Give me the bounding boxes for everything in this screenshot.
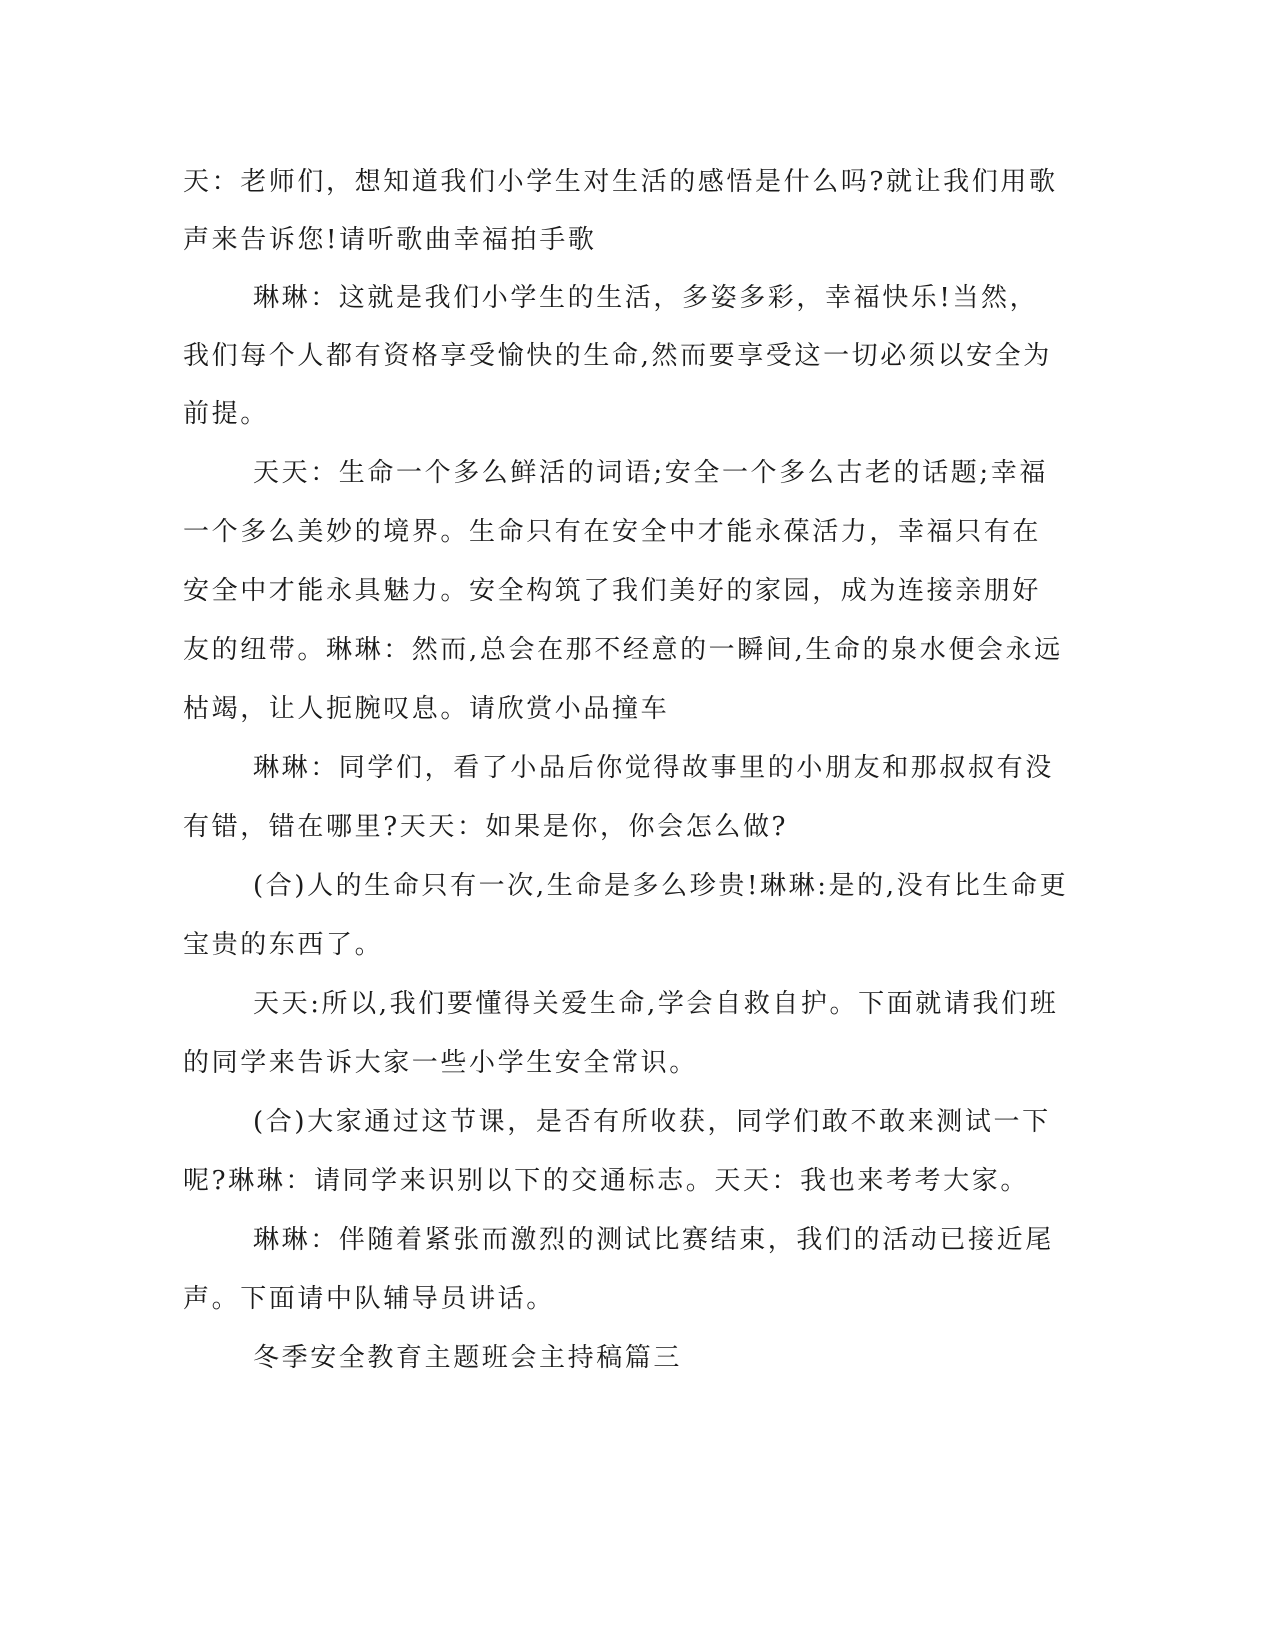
text-line: 声来告诉您!请听歌曲幸福拍手歌 — [183, 225, 597, 255]
text-line: 宝贵的东西了。 — [183, 930, 384, 960]
text-line: (合)大家通过这节课，是否有所收获，同学们敢不敢来测试一下 — [253, 1107, 1051, 1137]
text-line: (合)人的生命只有一次,生命是多么珍贵!琳琳:是的,没有比生命更 — [253, 871, 1069, 901]
text-line: 前提。 — [183, 399, 269, 429]
text-line: 枯竭，让人扼腕叹息。请欣赏小品撞车 — [183, 694, 670, 724]
text-line: 琳琳：这就是我们小学生的生活，多姿多彩，幸福快乐!当然， — [253, 283, 1039, 313]
text-line: 声。下面请中队辅导员讲话。 — [183, 1284, 555, 1314]
text-line: 的同学来告诉大家一些小学生安全常识。 — [183, 1048, 698, 1078]
text-line: 安全中才能永具魅力。安全构筑了我们美好的家园，成为连接亲朋好 — [183, 576, 1042, 606]
text-line: 琳琳：同学们，看了小品后你觉得故事里的小朋友和那叔叔有没 — [253, 753, 1054, 783]
text-line: 一个多么美妙的境界。生命只有在安全中才能永葆活力，幸福只有在 — [183, 517, 1042, 547]
text-line: 天：老师们，想知道我们小学生对生活的感悟是什么吗?就让我们用歌 — [183, 167, 1058, 197]
text-line: 琳琳：伴随着紧张而激烈的测试比赛结束，我们的活动已接近尾 — [253, 1225, 1054, 1255]
text-line: 我们每个人都有资格享受愉快的生命,然而要享受这一切必须以安全为 — [183, 341, 1052, 371]
text-line: 天天:所以,我们要懂得关爱生命,学会自救自护。下面就请我们班 — [253, 989, 1059, 1019]
text-line: 有错，错在哪里?天天：如果是你，你会怎么做? — [183, 812, 789, 842]
text-line: 友的纽带。琳琳：然而,总会在那不经意的一瞬间,生命的泉水便会永远 — [183, 635, 1063, 665]
text-line: 天天：生命一个多么鲜活的词语;安全一个多么古老的话题;幸福 — [253, 458, 1048, 488]
text-line: 呢?琳琳：请同学来识别以下的交通标志。天天：我也来考考大家。 — [183, 1166, 1029, 1196]
section-heading: 冬季安全教育主题班会主持稿篇三 — [253, 1343, 683, 1373]
